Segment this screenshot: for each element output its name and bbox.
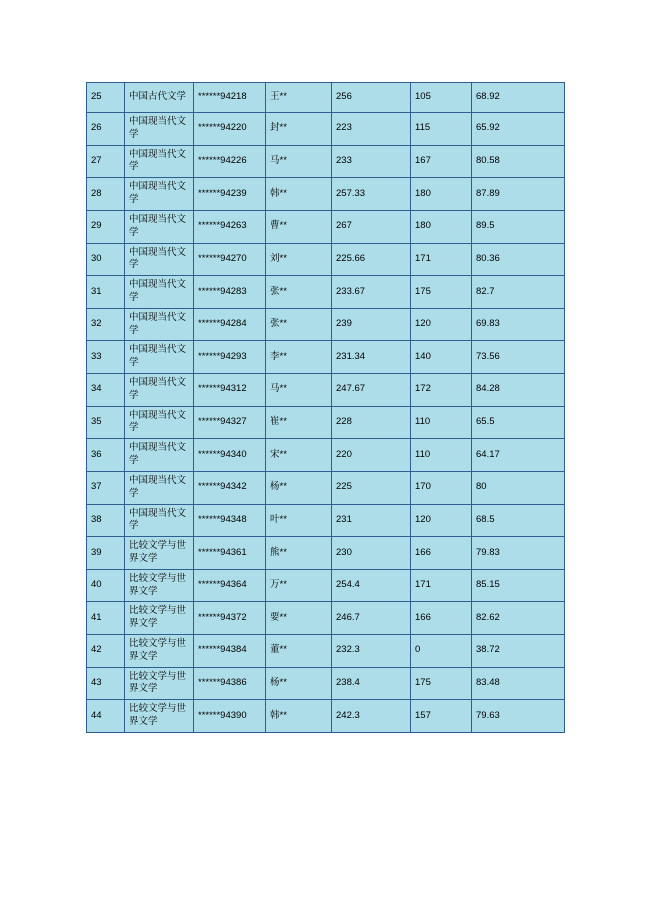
row-index: 27 (87, 145, 125, 178)
interview-score: 180 (411, 178, 472, 211)
exam-id: ******94220 (194, 113, 266, 146)
total-score: 87.89 (472, 178, 565, 211)
row-index: 37 (87, 471, 125, 504)
table-row (87, 569, 565, 602)
row-index: 28 (87, 178, 125, 211)
exam-id: ******94390 (194, 700, 266, 733)
row-index: 40 (87, 569, 125, 602)
interview-score: 110 (411, 439, 472, 472)
row-index: 29 (87, 210, 125, 243)
written-score: 220 (332, 439, 411, 472)
total-score: 65.5 (472, 406, 565, 439)
table-row (87, 83, 565, 113)
total-score: 80.58 (472, 145, 565, 178)
table-row (87, 439, 565, 472)
written-score: 239 (332, 308, 411, 341)
written-score: 231.34 (332, 341, 411, 374)
written-score: 254.4 (332, 569, 411, 602)
candidate-name: 熊** (266, 537, 332, 570)
total-score: 89.5 (472, 210, 565, 243)
total-score: 73.56 (472, 341, 565, 374)
written-score: 246.7 (332, 602, 411, 635)
major-name: 中国现当代文学 (125, 210, 194, 243)
total-score: 83.48 (472, 667, 565, 700)
table-row (87, 374, 565, 407)
exam-id: ******94239 (194, 178, 266, 211)
major-name: 中国现当代文学 (125, 178, 194, 211)
row-index: 42 (87, 635, 125, 668)
written-score: 257.33 (332, 178, 411, 211)
major-name: 中国现当代文学 (125, 276, 194, 309)
candidate-name: 万** (266, 569, 332, 602)
exam-id: ******94218 (194, 83, 266, 113)
table-row (87, 635, 565, 668)
row-index: 30 (87, 243, 125, 276)
major-name: 中国现当代文学 (125, 113, 194, 146)
candidate-name: 刘** (266, 243, 332, 276)
major-name: 比较文学与世界文学 (125, 569, 194, 602)
score-table (86, 82, 565, 733)
written-score: 256 (332, 83, 411, 113)
table-row (87, 276, 565, 309)
major-name: 中国现当代文学 (125, 406, 194, 439)
candidate-name: 韩** (266, 700, 332, 733)
row-index: 44 (87, 700, 125, 733)
exam-id: ******94384 (194, 635, 266, 668)
table-row (87, 700, 565, 733)
table-row (87, 308, 565, 341)
exam-id: ******94386 (194, 667, 266, 700)
total-score: 85.15 (472, 569, 565, 602)
major-name: 中国现当代文学 (125, 504, 194, 537)
candidate-name: 张** (266, 276, 332, 309)
exam-id: ******94342 (194, 471, 266, 504)
table-row (87, 341, 565, 374)
candidate-name: 宋** (266, 439, 332, 472)
candidate-name: 封** (266, 113, 332, 146)
table-row (87, 667, 565, 700)
written-score: 247.67 (332, 374, 411, 407)
total-score: 68.92 (472, 83, 565, 113)
candidate-name: 杨** (266, 471, 332, 504)
major-name: 比较文学与世界文学 (125, 700, 194, 733)
candidate-name: 马** (266, 145, 332, 178)
written-score: 233 (332, 145, 411, 178)
major-name: 中国古代文学 (125, 83, 194, 113)
interview-score: 140 (411, 341, 472, 374)
exam-id: ******94340 (194, 439, 266, 472)
exam-id: ******94263 (194, 210, 266, 243)
candidate-name: 张** (266, 308, 332, 341)
written-score: 231 (332, 504, 411, 537)
exam-id: ******94361 (194, 537, 266, 570)
row-index: 36 (87, 439, 125, 472)
written-score: 238.4 (332, 667, 411, 700)
exam-id: ******94283 (194, 276, 266, 309)
written-score: 223 (332, 113, 411, 146)
major-name: 比较文学与世界文学 (125, 635, 194, 668)
candidate-name: 马** (266, 374, 332, 407)
candidate-name: 崔** (266, 406, 332, 439)
table-row (87, 602, 565, 635)
interview-score: 157 (411, 700, 472, 733)
interview-score: 166 (411, 537, 472, 570)
row-index: 38 (87, 504, 125, 537)
row-index: 43 (87, 667, 125, 700)
row-index: 39 (87, 537, 125, 570)
written-score: 225 (332, 471, 411, 504)
exam-id: ******94327 (194, 406, 266, 439)
total-score: 79.63 (472, 700, 565, 733)
total-score: 84.28 (472, 374, 565, 407)
major-name: 中国现当代文学 (125, 374, 194, 407)
interview-score: 120 (411, 504, 472, 537)
row-index: 25 (87, 83, 125, 113)
major-name: 比较文学与世界文学 (125, 667, 194, 700)
total-score: 64.17 (472, 439, 565, 472)
table-row (87, 178, 565, 211)
row-index: 41 (87, 602, 125, 635)
candidate-name: 李** (266, 341, 332, 374)
exam-id: ******94372 (194, 602, 266, 635)
table-row (87, 537, 565, 570)
written-score: 230 (332, 537, 411, 570)
total-score: 65.92 (472, 113, 565, 146)
major-name: 中国现当代文学 (125, 341, 194, 374)
total-score: 79.83 (472, 537, 565, 570)
interview-score: 180 (411, 210, 472, 243)
exam-id: ******94284 (194, 308, 266, 341)
candidate-name: 杨** (266, 667, 332, 700)
written-score: 232.3 (332, 635, 411, 668)
written-score: 267 (332, 210, 411, 243)
major-name: 中国现当代文学 (125, 308, 194, 341)
exam-id: ******94364 (194, 569, 266, 602)
interview-score: 120 (411, 308, 472, 341)
table-body (87, 83, 565, 733)
total-score: 80.36 (472, 243, 565, 276)
interview-score: 175 (411, 667, 472, 700)
candidate-name: 要** (266, 602, 332, 635)
exam-id: ******94348 (194, 504, 266, 537)
written-score: 228 (332, 406, 411, 439)
exam-id: ******94312 (194, 374, 266, 407)
major-name: 中国现当代文学 (125, 439, 194, 472)
written-score: 225.66 (332, 243, 411, 276)
table-row (87, 243, 565, 276)
row-index: 34 (87, 374, 125, 407)
major-name: 中国现当代文学 (125, 471, 194, 504)
interview-score: 0 (411, 635, 472, 668)
interview-score: 170 (411, 471, 472, 504)
candidate-name: 董** (266, 635, 332, 668)
row-index: 35 (87, 406, 125, 439)
candidate-name: 韩** (266, 178, 332, 211)
exam-id: ******94293 (194, 341, 266, 374)
exam-id: ******94270 (194, 243, 266, 276)
total-score: 82.62 (472, 602, 565, 635)
table-row (87, 504, 565, 537)
interview-score: 105 (411, 83, 472, 113)
candidate-name: 王** (266, 83, 332, 113)
interview-score: 167 (411, 145, 472, 178)
row-index: 31 (87, 276, 125, 309)
total-score: 69.83 (472, 308, 565, 341)
table-row (87, 210, 565, 243)
exam-id: ******94226 (194, 145, 266, 178)
row-index: 26 (87, 113, 125, 146)
total-score: 38.72 (472, 635, 565, 668)
interview-score: 171 (411, 243, 472, 276)
written-score: 242.3 (332, 700, 411, 733)
written-score: 233.67 (332, 276, 411, 309)
interview-score: 115 (411, 113, 472, 146)
candidate-name: 曹** (266, 210, 332, 243)
total-score: 82.7 (472, 276, 565, 309)
major-name: 比较文学与世界文学 (125, 602, 194, 635)
major-name: 比较文学与世界文学 (125, 537, 194, 570)
table-row (87, 145, 565, 178)
row-index: 32 (87, 308, 125, 341)
total-score: 68.5 (472, 504, 565, 537)
table-row (87, 113, 565, 146)
major-name: 中国现当代文学 (125, 243, 194, 276)
interview-score: 175 (411, 276, 472, 309)
total-score: 80 (472, 471, 565, 504)
interview-score: 171 (411, 569, 472, 602)
interview-score: 166 (411, 602, 472, 635)
interview-score: 172 (411, 374, 472, 407)
interview-score: 110 (411, 406, 472, 439)
row-index: 33 (87, 341, 125, 374)
candidate-name: 叶** (266, 504, 332, 537)
table-row (87, 471, 565, 504)
table-row (87, 406, 565, 439)
major-name: 中国现当代文学 (125, 145, 194, 178)
